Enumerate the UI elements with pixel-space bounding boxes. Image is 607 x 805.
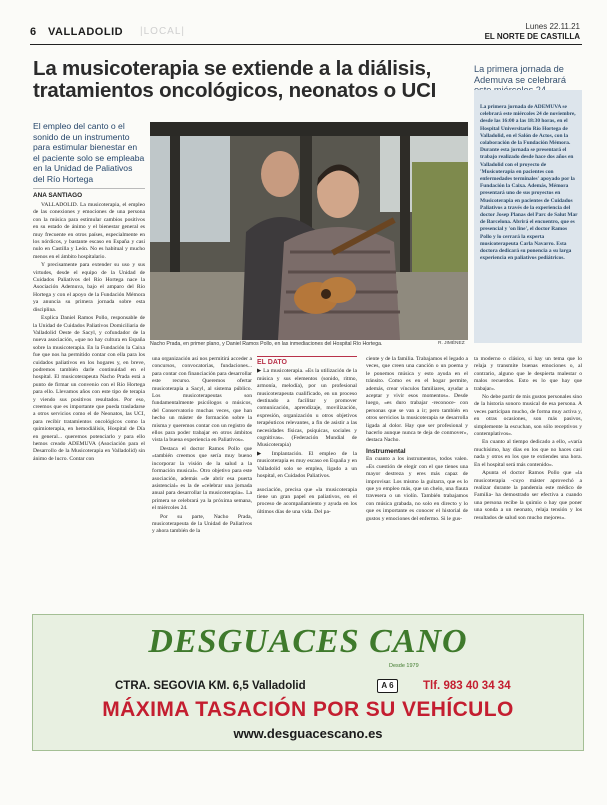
- photo-credit: R. JIMÉNEZ: [438, 341, 465, 346]
- paragraph: Explica Daniel Ramos Pollo, responsable de la Unidad de Cuidados Paliativos Domiciliaria de Valladolid Oeste de Sacyl, y cofundador de la nueva asociación, «que no hay cultura en España sobre la musicoterapia. En la Fundación la Caixa fue que nos ha permitido contar con ella para los cuidados paliativos en los hogares y, en breve, podremos también darle continuidad en el hospital. El musicoterapeuta Nacho Prada está a punto de firmar un convenio con el Río Hortega para ello. Llevamos años con este tipo de terapia y viendo sus positivos resultados. Por eso, creemos que es importante que pueda trasladarse a otros servicios como el de Neonatos, las UCI, para recibir tratamientos oncológicos como la quimioterapia, en hemodiálisis, Hospital de Día en general... queremos potenciarlo y para ello hemos creado ADEMUVA (Asociación para el Desarrollo de la Musicoterapia en Valladolid) sin ánimo de lucro. Contar con: [33, 315, 145, 462]
- page-number: 6: [30, 26, 37, 38]
- fact-item: ▶ La musicoterapia. «Es la utilización de la música y sus elementos (sonido, ritmo, armonía, melodía), por un profesional musicoterapeuta cualificado, en un proceso destinado a facilitar y promover comunicación, aprendizaje, movilización, expresión, organización u otros objetivos terapéuticos relevantes, a fin de asistir a las necesidades físicas, psíquicas, sociales y cognitivas». (Federación Mundial de Musicoterapia): [257, 368, 357, 449]
- ad-website-link[interactable]: www.desguacescano.es: [233, 726, 383, 741]
- paragraph: ta moderno o clásico, si hay un tema que lo relaja y transmite buenas emociones o, al contrario, alguno que le despierta malestar o malos recuerdos. Esto es lo que hay que trabajar».: [474, 356, 582, 392]
- section-ghost-label: |LOCAL|: [140, 26, 185, 37]
- article-byline: ANA SANTIAGO: [33, 188, 145, 199]
- paragraph: En cuanto a los instrumentos, todos valen. «Es cuestión de elegir con el que tienes una mayor destreza y eres más capaz de improvisar. Los mismo la guitarra, que es lo que yo empleo más, que un chelo, una flauta travesera o un violín. También trabajamos con música grabada, no solo en directo y lo que es importante es conocer el historial de gustos y emociones del enfermo. Si le gus-: [366, 456, 468, 522]
- photo-illustration: [150, 122, 468, 340]
- advertisement[interactable]: [32, 614, 584, 751]
- paragraph: Apunta el doctor Ramos Pollo que «la musicoterapia -cuyo máster aprovechó a realizar durante la pandemia este médico de Familia- ha demostrado ser efectiva a cuando una persona recibe la quimio o hay que poner una sonda a un neonato, relaja tensión y los resultados de salud son mucho mejores».: [474, 470, 582, 521]
- paragraph: ciente y de la familia. Trabajamos el legado a veces, que creen una canción o un poema y le ponemos música y esto ayuda en el tránsito. Como es en el hogar permite, además, crear vínculos familiares, ayudar a aceptar y vivir esos momentos». Desde luego, «es duro trabajar -reconoce- con personas que se van a ir; pero también en otros servicios la musicoterapia se desarrolla ligada al dolor. Hay que ser profesional y hacerlo aunque nunca te deja de conmover», destaca Nacho.: [366, 356, 468, 444]
- photo-caption: Nacho Prada, en primer plano, y Daniel Ramos Pollo, en las inmediaciones del Hospital Río Hortega.: [150, 341, 383, 347]
- header-rule: [30, 44, 582, 45]
- article-column-5: [474, 356, 582, 523]
- page-header: [30, 24, 580, 42]
- paragraph: Por su parte, Nacho Prada, musicoterapeuta de la Unidad de Paliativos y ahora también de la: [152, 513, 252, 535]
- article-headline: La musicoterapia se extiende a la diálisis, tratamientos oncológicos, neonatos o UCI: [33, 57, 437, 102]
- article-column-3: [257, 356, 357, 517]
- article-column-4: [366, 356, 468, 524]
- sidebar-paragraph: La primera jornada de ADEMUVA se celebrará este miércoles 24 de noviembre, desde las 16:00 a las 18:30 horas, en el Hospital Universitario Río Hortega de Valladolid, en el Salón de Actos, con la colaboración de la Fundación Mémora. Durante esta jornada se presentará el trabajo realizado desde hace dos años en Valladolid con el proyecto de 'Musicoterapia en pacientes con enfermedades terminales' apoyado por la Fundación la Caixa. Además, Mémora presentará uno de sus proyectos en Musicoterapia en pacientes de Cuidados Paliativos a través de la experiencia del doctor Josep Planas del Parc de Salut Mar de Barcelona. Abrirá el encuentro, que es presencial y 'on line', el doctor Ramos Pollo y lo cerrará la experta musicoterapeuta Carla Navarro. Esta doctora dedicará su ponencia a su larga experiencia en paliativos pediátricos.: [480, 104, 578, 262]
- paragraph: VALLADOLID. La musicoterapia, el empleo de las conexiones y emociones de una persona con la música para estimular cambios positivos en su estado de ánimo y el bienestar general es muy frecuente en otros países, especialmente en los nórdicos, y bastante escaso en España y casi nulo en Castilla y León. No es habitual y mucho menos en el ámbito hospitalario.: [33, 202, 145, 260]
- issue-date: Lunes 22.11.21: [525, 22, 580, 31]
- road-badge-icon: A 6: [377, 679, 398, 693]
- article-column-1: [33, 202, 145, 464]
- newspaper-name: EL NORTE DE CASTILLA: [484, 32, 580, 41]
- paragraph: asociación, precisa que «la musicoterapia tiene un gran papel en paliativos, en el proceso de acompañamiento y ayuda en los últimos días de una vida. Del pa-: [257, 486, 357, 515]
- subheading: Instrumental: [366, 447, 406, 455]
- el-dato-label: EL DATO: [257, 356, 357, 366]
- sidebar-body: [480, 104, 580, 262]
- article-column-2: [152, 356, 252, 537]
- paragraph: Destaca el doctor Ramos Pollo que «también creemos que sería muy bueno incorporar la visión de la salud a la formación musical». Otro objetivo para este asociación, además «de abrir esa puerta asistencial» es la de «celebrar una jornada anual para desarrollar la musicoterapia». La primera se celebrará ya la próxima semana, el miércoles 24.: [152, 445, 252, 512]
- sidebar-title: La primera jornada de Ademuva se celebrará: [474, 64, 566, 85]
- section-name: VALLADOLID: [48, 26, 124, 38]
- ad-phone: Tlf. 983 40 34 34: [423, 680, 511, 692]
- article-lead: El empleo del canto o el sonido de un instrumento para estimular bienestar en el paciente solo se empleaba en la Unidad de Paliativos del Río Hortega: [33, 121, 145, 184]
- ad-since: Desde 1979: [389, 663, 419, 669]
- paragraph: una organización así nos permitirá acceder a concursos, convocatorias, fundaciones... para contar con financiación para desarrollar este recurso. Queremos ofertar musicoterapia a Sacyl, al sistema público. Los musicoterapeutas son fundamentalmente psicólogos o músicos, del Conservatorio muchas veces, que han hecho un máster de formación sobre la misma y queremos contar con un registro de ellos para poder trabajar en otros ámbitos vista la buena experiencia en Paliativos».: [152, 356, 252, 444]
- article-photo: [150, 122, 468, 340]
- paragraph: Y precisamente para extender su uso y sus virtudes, desde el equipo de la Unidad de Cuidados Paliativos del Río Hortega nace la Asociación Ademuva, bajo el amparo del Río Hortega y con el apoyo de la Fundación Mémora ya anuncia su primera jornada sobre esta disciplina.: [33, 262, 145, 313]
- fact-item: ▶ Implantación. El empleo de la musicoterapia es muy escaso en España y en Valladolid solo se emplea, ligado a un hospital, en Cuidados Paliativos.: [257, 450, 357, 480]
- ad-slogan: MÁXIMA TASACIÓN POR SU VEHÍCULO: [102, 698, 514, 721]
- paragraph: No debe partir de mis gustos personales sino de la historia sonoro musical de esa persona. A veces participan mucho, de forma muy activa y, en otras ocasiones, son más pasivos, simplemente la escuchan, son sólo receptivos y contemplativos».: [474, 394, 582, 438]
- ad-brand-logo: DESGUACES CANO: [148, 623, 468, 660]
- paragraph: En cuanto al tiempo dedicado a ello, «varía muchísimo, hay días en los que no haces casi nada y otros en los que te extiendes una hora. En el hospital será más contenido».: [474, 439, 582, 468]
- ad-address: CTRA. SEGOVIA KM. 6,5 Valladolid: [115, 680, 306, 692]
